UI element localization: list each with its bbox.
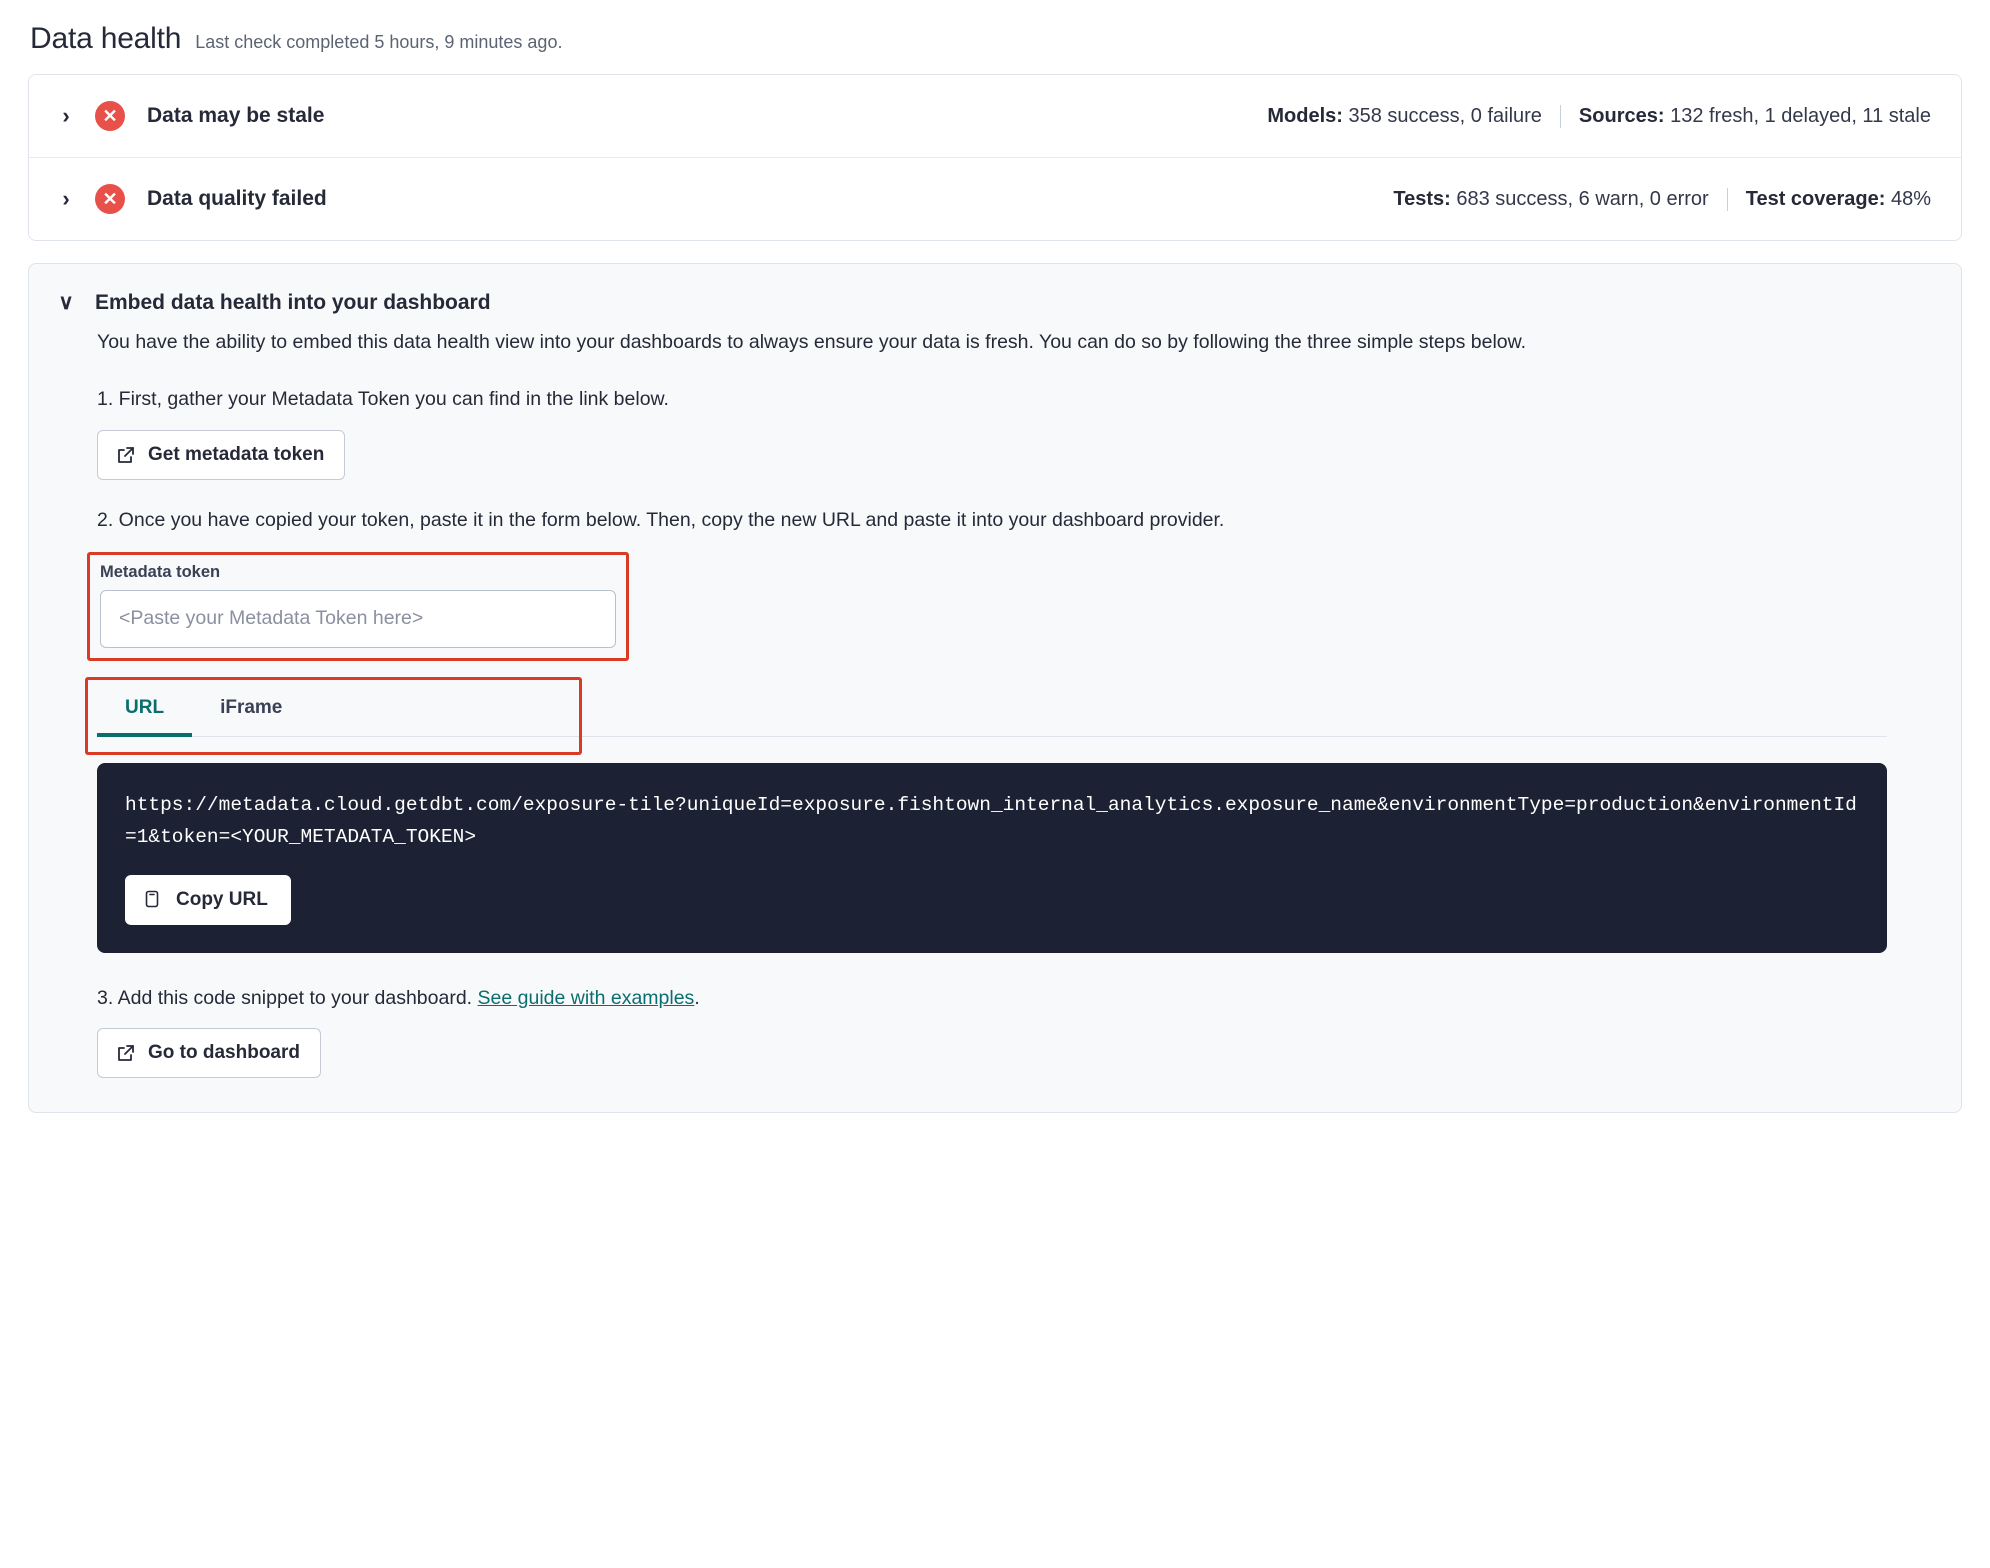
metric-test-coverage-name: Test coverage: xyxy=(1745,187,1886,210)
last-check-status: Last check completed 5 hours, 9 minutes ago. xyxy=(195,32,563,52)
step-3-suffix: . xyxy=(694,987,700,1010)
metric-sources-value: 132 fresh, 1 delayed, 11 stale xyxy=(1670,104,1931,127)
copy-icon xyxy=(144,889,164,911)
embed-panel xyxy=(28,263,1962,1113)
tab-iframe[interactable]: iFrame xyxy=(220,696,283,718)
metadata-token-label: Metadata token xyxy=(100,562,221,581)
metric-sources xyxy=(1560,105,1931,128)
metric-test-coverage xyxy=(1727,188,1931,211)
metadata-token-field-group xyxy=(87,552,629,661)
metric-tests-name: Tests: xyxy=(1393,187,1451,210)
chevron-down-icon[interactable]: ∨ xyxy=(58,291,74,314)
status-label: Data may be stale xyxy=(147,104,325,127)
step-3-prefix: 3. Add this code snippet to your dashboard. xyxy=(97,987,478,1010)
embed-format-tabs xyxy=(97,687,1887,737)
metric-models xyxy=(1267,105,1560,128)
embed-panel-title: Embed data health into your dashboard xyxy=(95,290,491,314)
embed-panel-body xyxy=(55,315,1933,1078)
metric-models-name: Models: xyxy=(1267,104,1343,127)
code-snippet-block xyxy=(97,763,1887,953)
go-to-dashboard-label: Go to dashboard xyxy=(148,1042,300,1064)
go-to-dashboard-button[interactable] xyxy=(97,1028,321,1078)
metric-models-value: 358 success, 0 failure xyxy=(1348,104,1542,127)
page-header xyxy=(28,18,1962,74)
get-metadata-token-label: Get metadata token xyxy=(148,444,325,466)
page-title: Data health xyxy=(30,22,182,55)
chevron-right-icon[interactable]: › xyxy=(62,103,70,128)
metadata-token-input[interactable] xyxy=(100,590,616,648)
step-1-text: 1. First, gather your Metadata Token you can find in the link below. xyxy=(97,388,669,411)
go-to-dashboard-wrap xyxy=(97,1028,1933,1078)
error-circle-x-icon: ✕ xyxy=(95,101,125,131)
status-metrics xyxy=(1267,105,1931,128)
status-row-data-quality[interactable] xyxy=(29,157,1961,240)
external-link-icon xyxy=(116,1043,136,1063)
status-label: Data quality failed xyxy=(147,187,327,210)
step-2-text: 2. Once you have copied your token, paste it in the form below. Then, copy the new URL and paste it into your dashboard provider. xyxy=(97,509,1225,532)
metric-sources-name: Sources: xyxy=(1578,104,1665,127)
see-guide-link[interactable]: See guide with examples xyxy=(477,987,695,1010)
chevron-right-icon[interactable]: › xyxy=(62,186,70,211)
metric-tests xyxy=(1393,188,1726,211)
status-row-data-stale[interactable] xyxy=(29,75,1961,157)
step-3-text xyxy=(97,987,1933,1010)
status-metrics xyxy=(1393,188,1931,211)
code-snippet-text: https://metadata.cloud.getdbt.com/exposure-tile?uniqueId=exposure.fishtown_internal_analytics.exposure_name&environmentType=production&environmentId=1&token=<YOUR_METADATA_TOKEN> xyxy=(125,793,1857,848)
copy-url-button[interactable] xyxy=(125,875,291,925)
embed-format-tabs-wrap xyxy=(97,687,1887,737)
status-card-group xyxy=(28,74,1962,241)
metric-test-coverage-value: 48% xyxy=(1890,187,1931,210)
copy-url-label: Copy URL xyxy=(176,889,268,911)
metric-tests-value: 683 success, 6 warn, 0 error xyxy=(1456,187,1709,210)
external-link-icon xyxy=(116,445,136,465)
embed-description: You have the ability to embed this data health view into your dashboards to always ensure your data is fresh. You can do so by following the three simple steps below. xyxy=(97,331,1527,353)
get-metadata-token-button[interactable] xyxy=(97,430,345,480)
tab-url[interactable]: URL xyxy=(97,687,192,737)
embed-panel-header[interactable] xyxy=(55,290,1933,315)
error-circle-x-icon: ✕ xyxy=(95,184,125,214)
